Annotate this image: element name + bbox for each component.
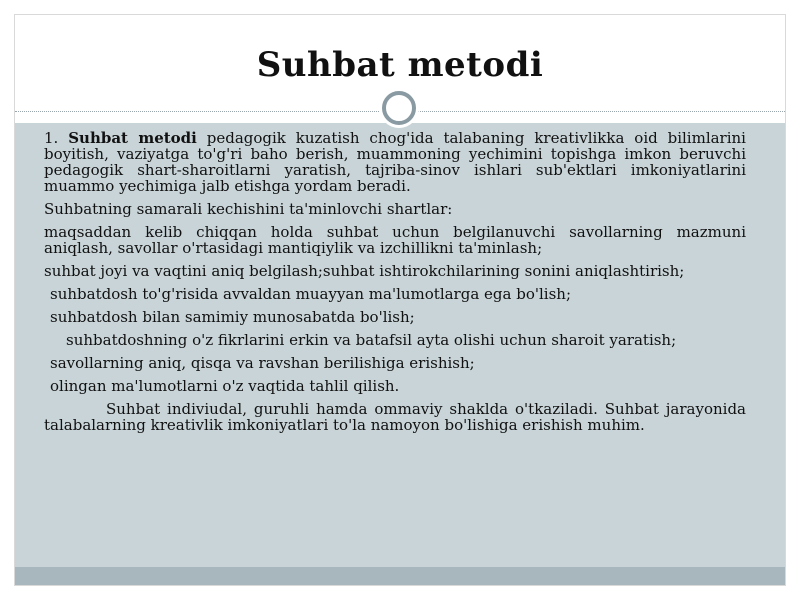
intro-term: Suhbat metodi: [68, 129, 197, 147]
intro-number: 1.: [44, 129, 59, 147]
footer-bar: [15, 567, 785, 585]
condition-item: olingan ma'lumotlarni o'z vaqtida tahlil qilish.: [50, 377, 400, 395]
condition-item: savollarning aniq, qisqa va ravshan berilishiga erishish;: [50, 354, 475, 372]
condition-item: suhbat joyi va vaqtini aniq belgilash;suhbat ishtirokchilarining sonini aniqlashtirish;: [44, 262, 685, 280]
condition-item: suhbatdosh to'g'risida avvaldan muayyan ma'lumotlarga ega bo'lish;: [50, 285, 571, 303]
conclusion-paragraph: Suhbat indiviudal, guruhli hamda ommaviy shaklda o'tkaziladi. Suhbat jarayonida talabalarning kreativlik imkoniyatlari to'la namoyon bo'lishiga erishish muhim.: [44, 400, 746, 434]
conditions-heading: Suhbatning samarali kechishini ta'minlovchi shartlar:: [44, 200, 453, 218]
condition-item: maqsaddan kelib chiqqan holda suhbat uchun belgilanuvchi savollarning mazmuni aniqlash, savollar o'rtasidagi mantiqiylik va izchillikni ta'minlash;: [44, 223, 746, 257]
condition-item: suhbatdoshning o'z fikrlarini erkin va batafsil ayta olishi uchun sharoit yaratish;: [66, 331, 677, 349]
slide-title: Suhbat metodi: [256, 45, 544, 85]
intro-text: pedagogik kuzatish chog'ida talabaning kreativlikka oid bilimlarini boyitish, vaziyatga to'g'ri baho berish, muammoning yechimini topishga imkon beruvchi pedagogik shart-sharoitlarni yaratish, tajriba-sinov ishlari sub'ektlari imkoniyatlarini muammo yechimiga jalb etishga yordam beradi.: [44, 129, 746, 195]
intro-paragraph: [44, 130, 746, 194]
condition-item: suhbatdosh bilan samimiy munosabatda bo'lish;: [50, 308, 415, 326]
decorative-circle-icon: [382, 91, 416, 125]
slide-content: [44, 130, 746, 440]
